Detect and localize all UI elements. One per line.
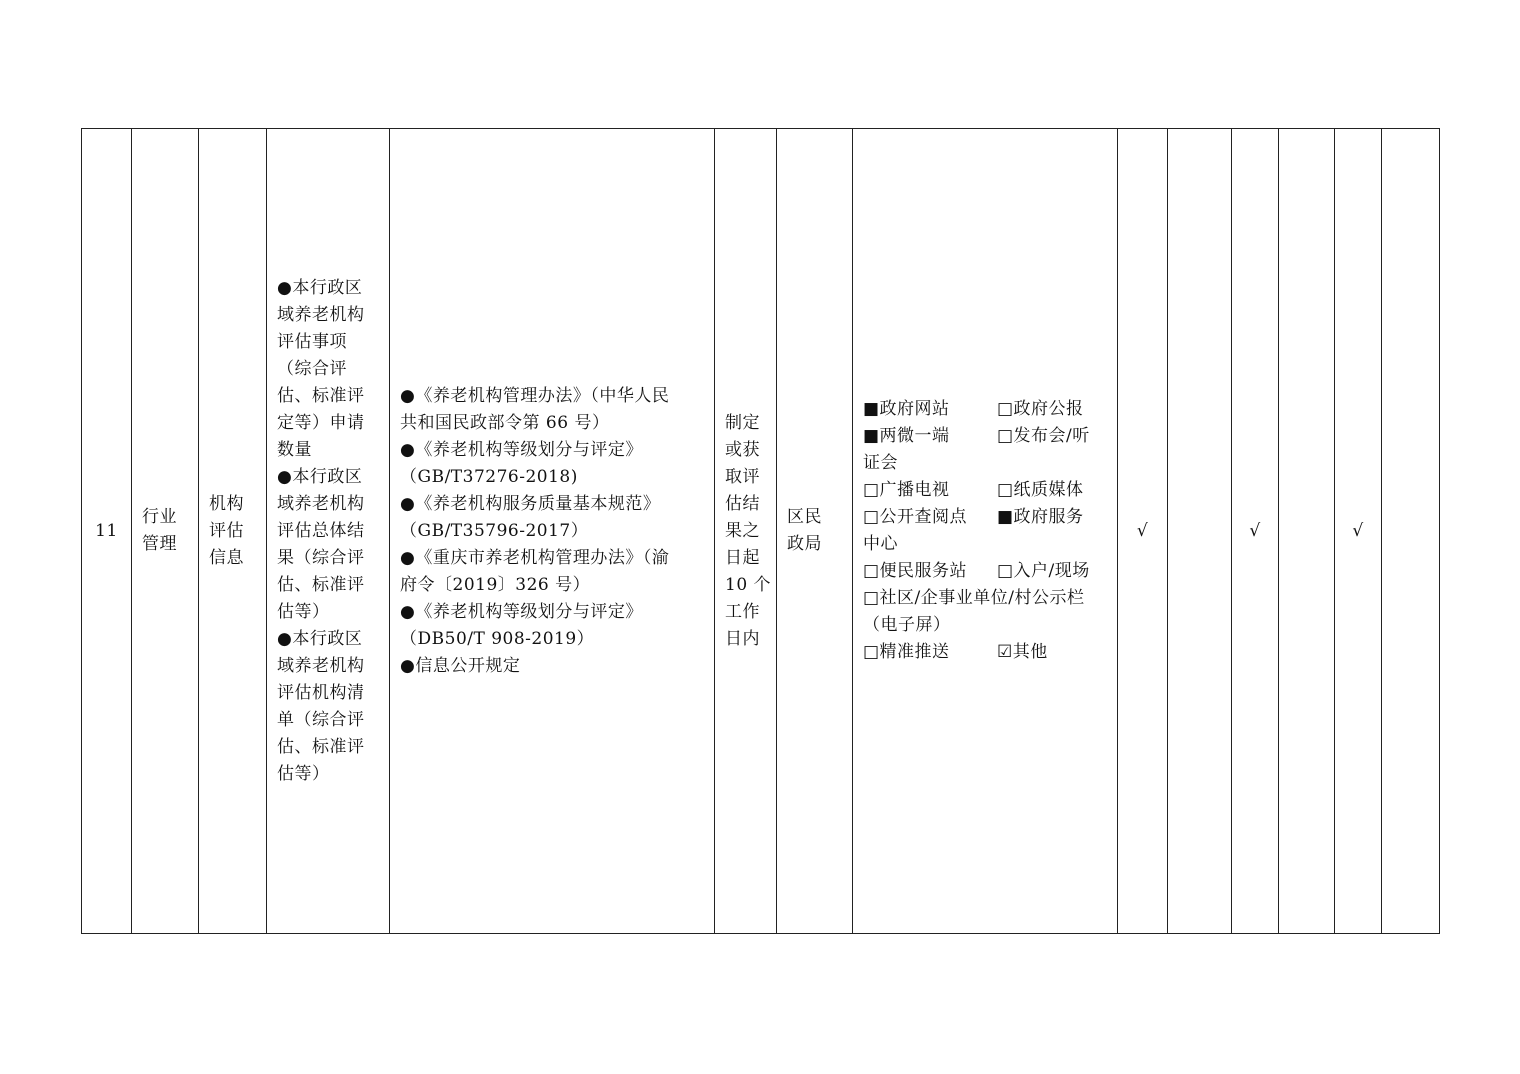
mark-cell <box>1335 129 1382 934</box>
time-limit-line: 日内 <box>725 628 760 649</box>
channel-gov-service-cont: 中心 <box>863 534 898 554</box>
check-mark: √ <box>1249 520 1261 541</box>
content-line: 域养老机构 <box>277 493 365 514</box>
channel-gov-gazette: □政府公报 <box>997 399 1084 419</box>
basis-line: ●《重庆市养老机构管理办法》（渝 <box>400 547 670 568</box>
basis-line: 府令〔2019〕326 号） <box>400 574 591 595</box>
content-line: 单（综合评 <box>277 709 365 730</box>
content-line: 估、标准评 <box>277 574 365 595</box>
content-line: 域养老机构 <box>277 304 365 325</box>
basis-line: ●《养老机构管理办法》（中华人民 <box>400 385 670 406</box>
basis-line: （GB/T37276-2018) <box>400 466 578 487</box>
department-cell <box>777 129 853 934</box>
channel-press-conference-cont: 证会 <box>863 453 898 473</box>
channel-two-micro-one-app: ■两微一端 <box>863 426 950 446</box>
item-cell <box>199 129 267 934</box>
content-line: 估、标准评 <box>277 736 365 757</box>
channel-other: ☑其他 <box>997 642 1048 662</box>
basis-line: ●《养老机构等级划分与评定》 <box>400 601 643 622</box>
channels-list <box>863 396 1111 666</box>
content-line: 果（综合评 <box>277 547 365 568</box>
item-line: 评估 <box>209 520 244 541</box>
time-limit-line: 日起 <box>725 547 760 568</box>
channel-household-onsite: □入户/现场 <box>997 561 1090 581</box>
time-limit-line: 果之 <box>725 520 760 541</box>
content-line: 估、标准评 <box>277 385 365 406</box>
content-line: 域养老机构 <box>277 655 365 676</box>
check-mark: √ <box>1136 520 1149 541</box>
time-limit-line: 或获 <box>725 439 760 460</box>
channel-convenience-station: □便民服务站 <box>863 561 968 581</box>
basis-line: ●《养老机构服务质量基本规范》 <box>400 493 661 514</box>
channel-press-conference: □发布会/听 <box>997 426 1090 446</box>
channel-community-board-cont: （电子屏） <box>863 615 951 635</box>
channel-community-board: □社区/企事业单位/村公示栏 <box>863 588 1085 608</box>
category-line: 管理 <box>142 534 177 554</box>
basis-line: （GB/T35796-2017） <box>400 520 589 541</box>
time-limit-line: 10 个 <box>725 574 772 595</box>
mark-cell <box>1382 129 1440 934</box>
time-limit-line: 取评 <box>725 466 760 487</box>
channel-gov-website: ■政府网站 <box>863 399 950 419</box>
content-line: 数量 <box>277 439 312 460</box>
channel-public-reading-point: □公开查阅点 <box>863 507 968 527</box>
basis-line: ●信息公开规定 <box>400 655 521 676</box>
table-row <box>82 129 1440 934</box>
content-line: 估等） <box>277 601 330 622</box>
time-limit-line: 工作 <box>725 601 760 622</box>
time-limit-line: 估结 <box>725 493 760 514</box>
item-line: 信息 <box>209 547 244 568</box>
mark-cell <box>1168 129 1232 934</box>
disclosure-table <box>81 128 1440 934</box>
content-line: 定等）申请 <box>277 412 365 433</box>
basis-line: （DB50/T 908-2019） <box>400 628 595 649</box>
channel-precise-push: □精准推送 <box>863 642 950 662</box>
basis-line: 共和国民政部令第 66 号） <box>400 412 610 433</box>
category-cell <box>132 129 199 934</box>
time-limit-cell <box>715 129 777 934</box>
content-line: ●本行政区 <box>277 628 363 649</box>
department-line: 区民 <box>787 507 822 527</box>
category-line: 行业 <box>142 507 177 527</box>
content-line: 评估总体结 <box>277 520 365 541</box>
basis-cell <box>390 129 715 934</box>
content-line: ●本行政区 <box>277 466 363 487</box>
content-cell <box>267 129 390 934</box>
mark-cell <box>1279 129 1335 934</box>
basis-line: ●《养老机构等级划分与评定》 <box>400 439 643 460</box>
content-line: 估等） <box>277 763 330 784</box>
content-line: ●本行政区 <box>277 277 363 298</box>
channel-broadcast-tv: □广播电视 <box>863 480 950 500</box>
row-index-cell <box>82 129 132 934</box>
channel-gov-service: ■政府服务 <box>997 507 1084 527</box>
channel-paper-media: □纸质媒体 <box>997 480 1084 500</box>
channels-cell <box>853 129 1118 934</box>
check-mark: √ <box>1352 520 1364 541</box>
row-index: 11 <box>95 520 118 541</box>
content-line: 评估事项 <box>277 331 347 352</box>
content-line: （综合评 <box>277 358 347 379</box>
department-line: 政局 <box>787 534 822 554</box>
content-line: 评估机构清 <box>277 682 365 703</box>
mark-cell <box>1118 129 1168 934</box>
item-line: 机构 <box>209 493 244 514</box>
mark-cell <box>1232 129 1279 934</box>
time-limit-line: 制定 <box>725 412 760 433</box>
